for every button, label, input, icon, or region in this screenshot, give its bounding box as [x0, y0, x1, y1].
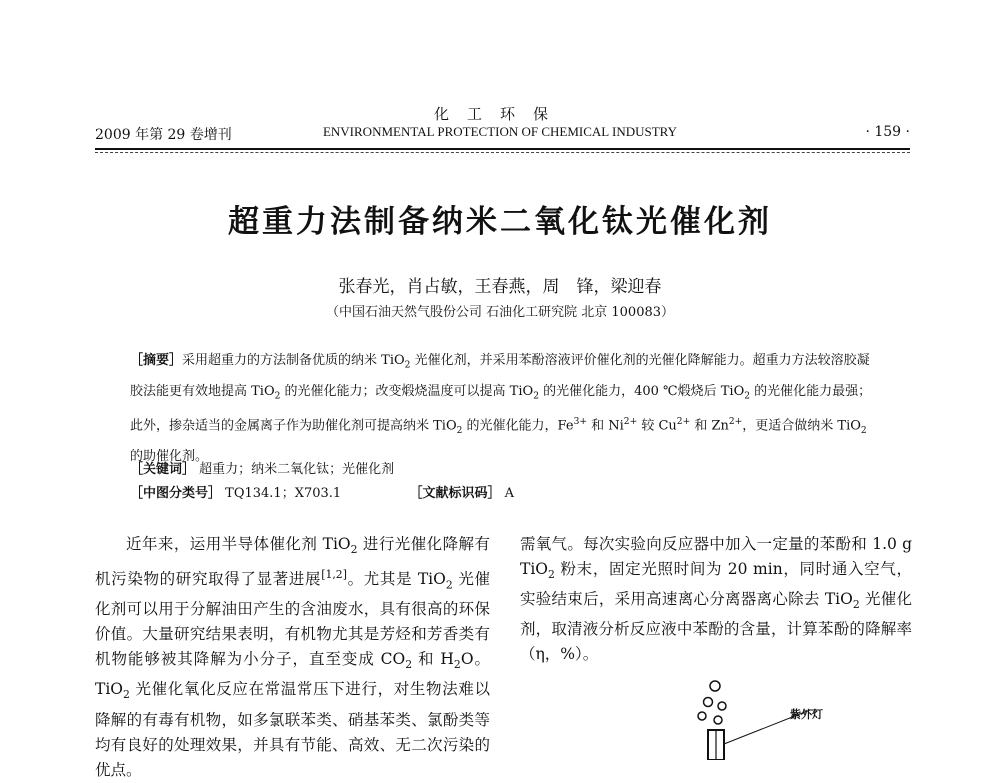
sub: 2	[123, 688, 130, 702]
article-title: 超重力法制备纳米二氧化钛光催化剂	[228, 204, 772, 240]
bubble-icon	[710, 681, 720, 691]
bubble-icon	[714, 716, 722, 724]
keywords	[130, 458, 394, 477]
citation: [1,2]	[321, 568, 347, 582]
doc-id-label: ［文献标识码］	[409, 486, 501, 501]
abstract	[130, 348, 875, 470]
doc-id-code: A	[504, 486, 515, 501]
classification-label: ［中图分类号］	[130, 486, 222, 501]
issue-info: 2009 年第 29 卷增刊	[95, 127, 232, 143]
abstract-label: ［摘要］	[130, 353, 183, 368]
sub: 2	[274, 391, 281, 402]
abstract-text: 的光催化能力；改变煅烧温度可以提高 TiO	[280, 383, 534, 399]
bubble-icon	[704, 698, 713, 707]
header-rule-dashed	[95, 152, 910, 153]
body-text: 光催化氧化反应在常温常压下进行，对生物法难以降解的有毒有机物，如多氯联苯类、硝基苯类、氯酚类等均有良好的处理效果，并具有节能、高效、无二次污染的优点。	[95, 680, 490, 779]
body-text: 光催化剂可以用于分解油田产生的含油废水，具有很高的环保价值。大量研究结果表明，有机物尤其是芳烃和芳香类有机物能够被其降解为小分子，直至变成 CO	[95, 570, 490, 669]
body-text: 。尤其是 TiO	[346, 570, 446, 589]
uv-lamp-label: 紫外灯	[790, 708, 823, 721]
sub: 2	[405, 658, 413, 672]
affiliation: （中国石油天然气股份公司 石油化工研究院 北京 100083）	[325, 305, 675, 320]
abstract-text: 和 Zn	[690, 418, 729, 434]
journal-name-cn: 化工环保	[433, 105, 566, 123]
sub: 2	[852, 598, 860, 612]
sub: 2	[404, 360, 411, 371]
body-column-left	[95, 532, 490, 783]
body-text: 进行光催化降解有机污染物的研究取得了显著进展	[95, 535, 490, 589]
classification-code: TQ134.1；X703.1	[225, 486, 342, 501]
body-text: 粉末，固定光照时间为 20 min，同时通入空气，实验结束后，采用高速离心分离器离心除去 TiO	[520, 560, 912, 609]
sup: 3+	[573, 417, 587, 428]
sub: 2	[548, 568, 555, 582]
page-number: · 159 ·	[865, 124, 910, 140]
bubble-icon	[698, 712, 706, 720]
abstract-text: 采用超重力的方法制备优质的纳米 TiO	[182, 353, 405, 368]
body-text: O。TiO	[95, 650, 490, 699]
sup: 2+	[676, 417, 691, 428]
abstract-text: 的助催化剂。	[130, 449, 209, 465]
abstract-text: 和 Ni	[586, 418, 624, 434]
abstract-text: 光催化剂，并采用苯酚溶液评价催化剂的光催化降解能力。超重力方法较溶胶凝胶法能更有效地提高 TiO	[130, 353, 870, 399]
body-text: 和 H	[412, 650, 454, 669]
authors: 张春光，肖占敏，王春燕，周 锋，梁迎春	[338, 277, 662, 297]
body-column-right	[520, 532, 912, 667]
abstract-text: 较 Cu	[637, 418, 677, 434]
sub: 2	[533, 391, 539, 402]
abstract-text: ，更适合做纳米 TiO	[742, 418, 861, 434]
reactor-figure	[660, 668, 910, 760]
sub: 2	[456, 426, 463, 437]
body-text: 近年来，运用半导体催化剂 TiO	[126, 535, 351, 553]
keywords-label: ［关键词］	[130, 462, 196, 477]
header-rule	[95, 148, 910, 150]
sup: 2+	[623, 417, 638, 428]
sub: 2	[453, 658, 461, 672]
sup: 2+	[728, 417, 743, 428]
sub: 2	[860, 426, 867, 437]
bubble-icon	[718, 702, 726, 710]
body-text: 光催化剂，取清液分析反应液中苯酚的含量，计算苯酚的降解率（η，%）。	[520, 590, 912, 664]
abstract-text: 的光催化能力最强；此外，掺杂适当的金属离子作为助催化剂可提高纳米 TiO	[130, 383, 872, 434]
abstract-text: 的光催化能力，400 ℃煅烧后 TiO	[538, 383, 745, 399]
body-text: 需氧气。每次实验向反应器中加入一定量的苯酚和 1.0 g TiO	[520, 535, 912, 578]
sub: 2	[445, 578, 453, 592]
journal-name-en: ENVIRONMENTAL PROTECTION OF CHEMICAL INDUSTRY	[322, 124, 678, 139]
classification	[130, 482, 514, 501]
sub: 2	[744, 391, 751, 402]
sub: 2	[350, 543, 358, 557]
abstract-text: 的光催化能力，Fe	[462, 418, 574, 434]
keywords-text: 超重力；纳米二氧化钛；光催化剂	[199, 462, 395, 477]
